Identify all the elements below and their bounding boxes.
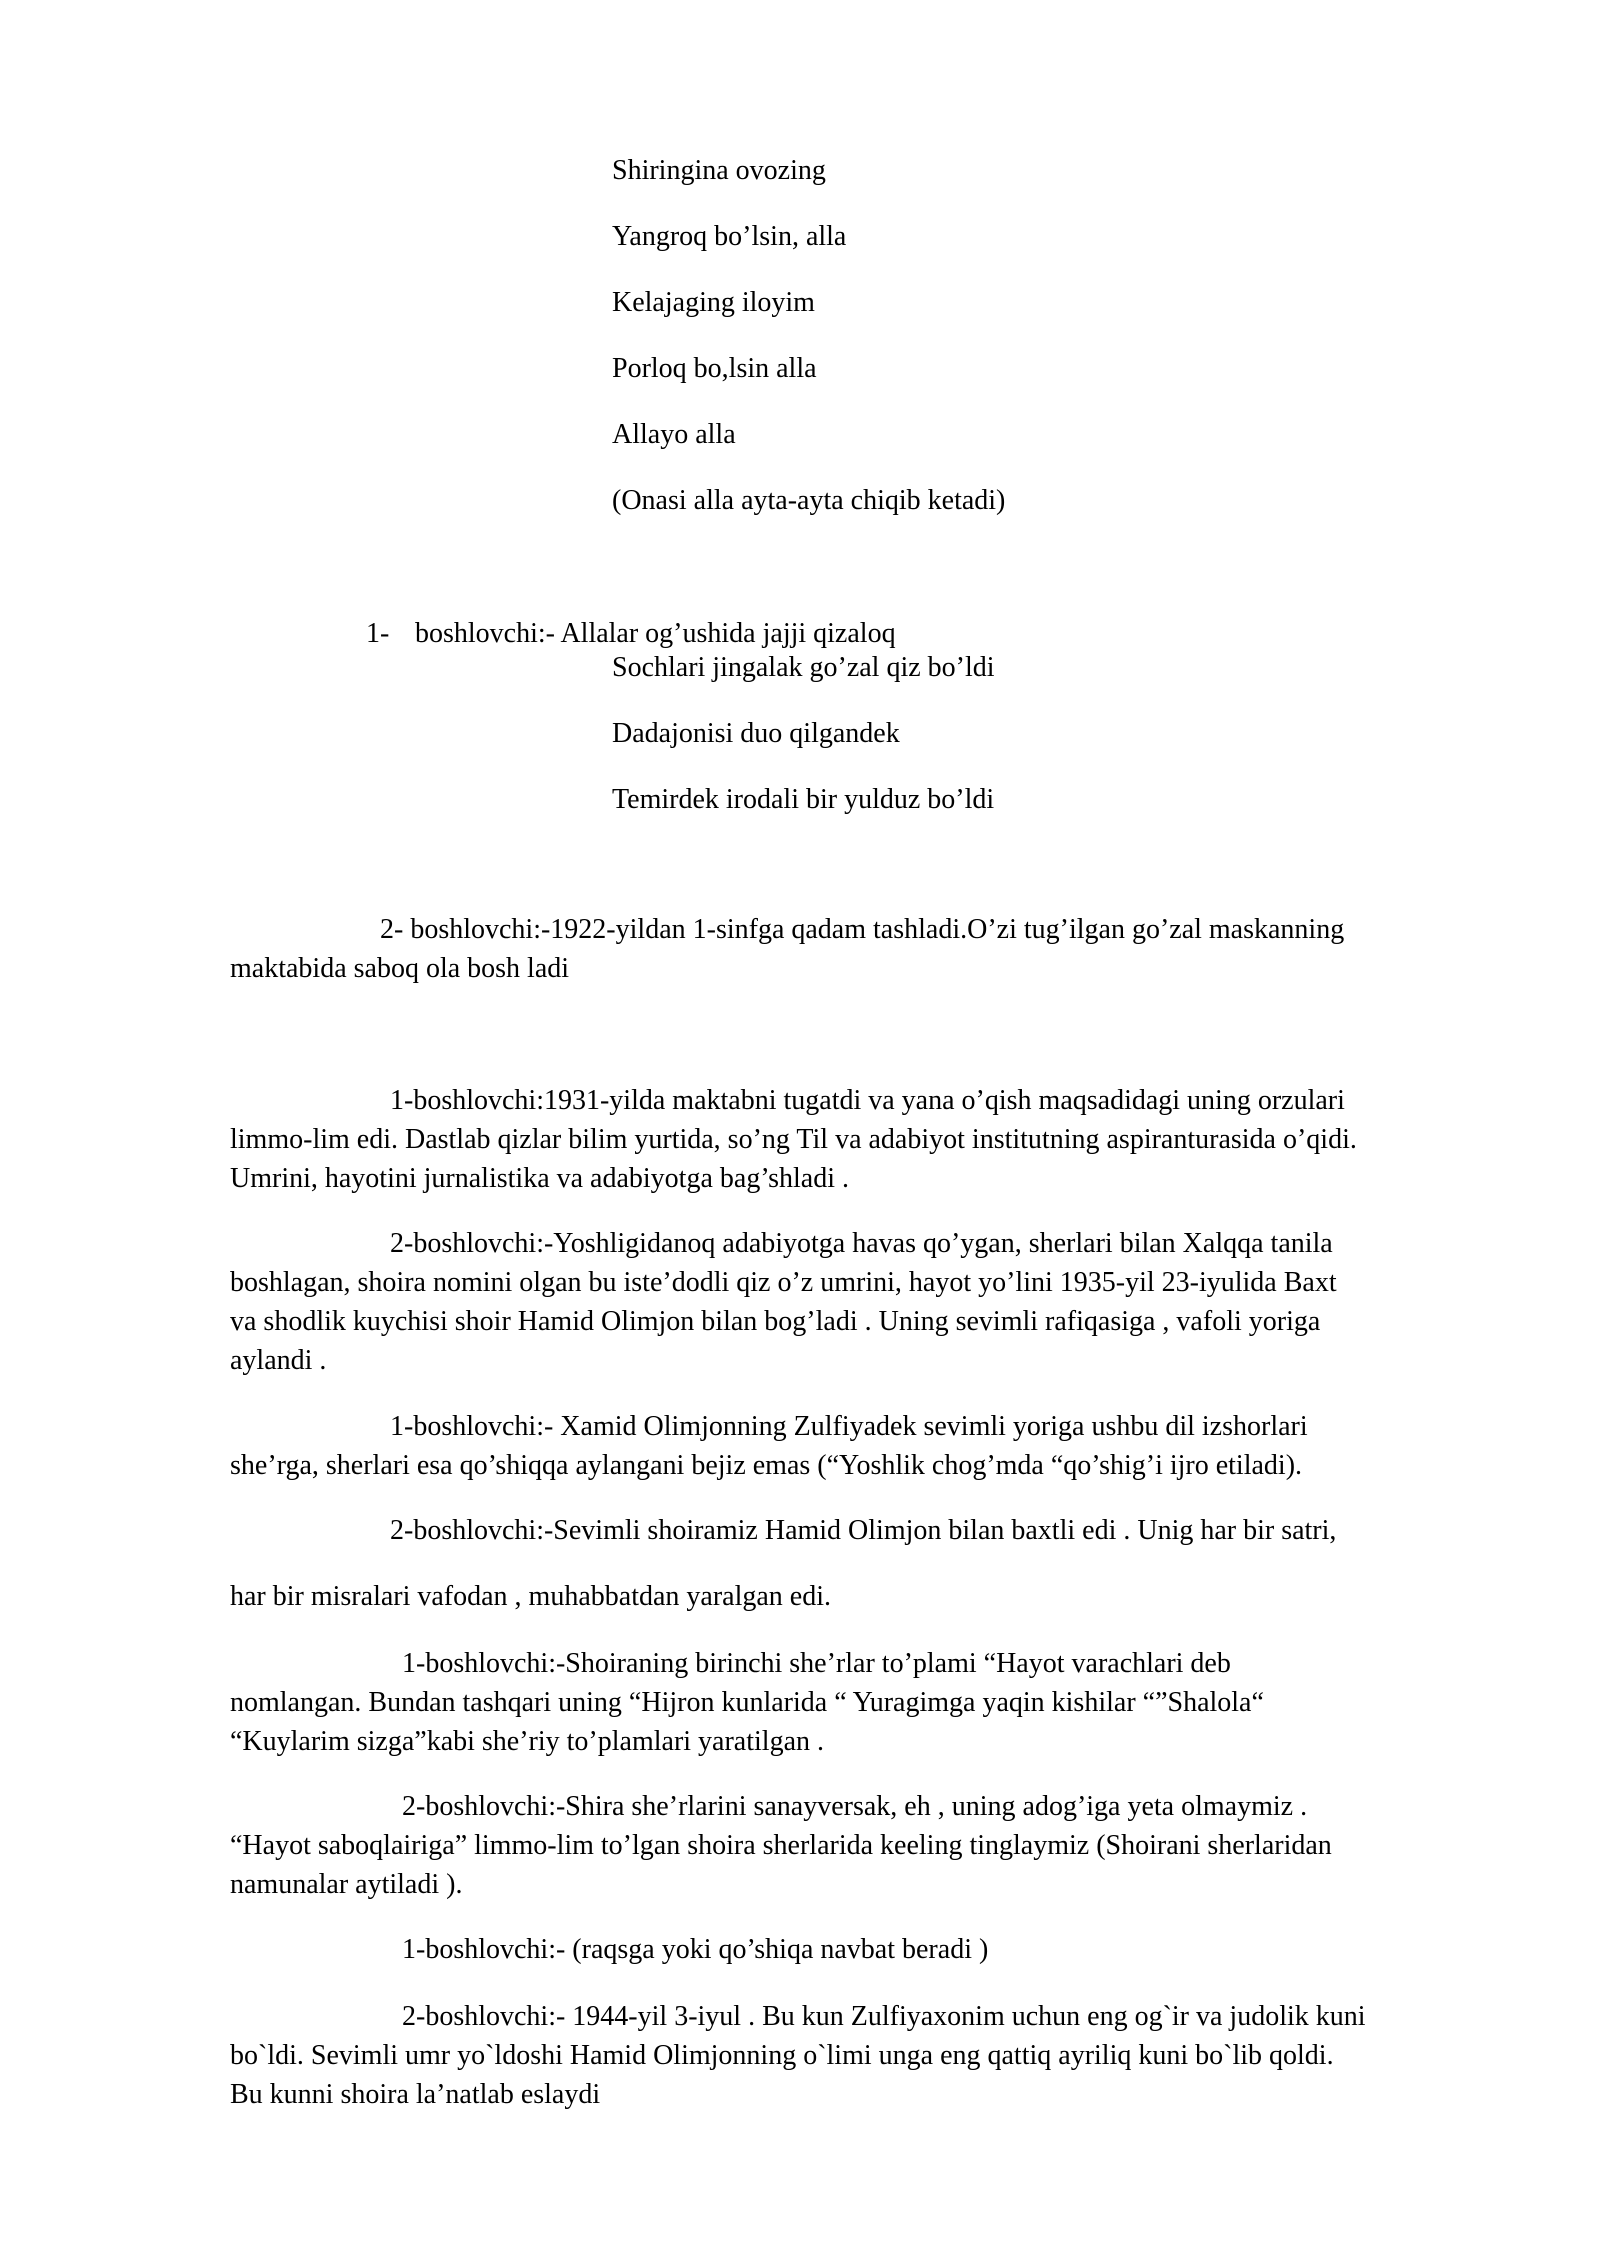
paragraph: [230, 1997, 1430, 2114]
stage-direction: (Onasi alla ayta-ayta chiqib ketadi): [612, 485, 1006, 516]
poem-line: Shiringina ovozing: [612, 155, 826, 186]
paragraph-line: Umrini, hayotini jurnalistika va adabiyotga bag’shladi .: [230, 1163, 849, 1194]
poem-line: Yangroq bo’lsin, alla: [612, 221, 847, 252]
paragraph: [230, 1644, 1430, 1761]
paragraph-line: boshlagan, shoira nomini olgan bu iste’dodli qiz o’z umrini, hayot yo’lini 1935-yil 23-iyulida Baxt: [230, 1267, 1337, 1298]
paragraph-line: Bu kunni shoira la’natlab eslaydi: [230, 2079, 601, 2110]
paragraph-lead: 2-boshlovchi:- 1944-yil 3-iyul . Bu kun Zulfiyaxonim uchun eng og`ir va judolik kuni: [402, 2001, 1366, 2032]
paragraph-line: aylandi .: [230, 1345, 327, 1376]
poem-line: Allayo alla: [612, 419, 736, 450]
paragraph-lead: 2- boshlovchi:-1922-yildan 1-sinfga qadam tashladi.O’zi tug’ilgan go’zal maskanning: [380, 914, 1345, 945]
poem-line: Kelajaging iloyim: [612, 287, 815, 318]
paragraph: [230, 1224, 1430, 1380]
paragraph-lead: 1-boshlovchi:1931-yilda maktabni tugatdi va yana o’qish maqsadidagi uning orzulari: [390, 1085, 1345, 1116]
paragraph-line: va shodlik kuychisi shoir Hamid Olimjon bilan bog’ladi . Uning sevimli rafiqasiga , vafoli yoriga: [230, 1306, 1321, 1337]
paragraph-lead: 1-boshlovchi:-Shoiraning birinchi she’rlar to’plami “Hayot varachlari deb: [402, 1648, 1231, 1679]
paragraph: [230, 1081, 1430, 1198]
paragraph-line: bo`ldi. Sevimli umr yo`ldoshi Hamid Olimjonning o`limi unga eng qattiq ayriliq kuni bo`lib qoldi.: [230, 2040, 1334, 2071]
paragraph: [230, 1511, 1430, 1550]
paragraph-line: “Kuylarim sizga”kabi she’riy to’plamlari yaratilgan .: [230, 1726, 825, 1757]
poem-line: Sochlari jingalak go’zal qiz bo’ldi: [612, 652, 995, 683]
poem-line: Temirdek irodali bir yulduz bo’ldi: [612, 784, 995, 815]
paragraph: [230, 1407, 1430, 1485]
paragraph: [230, 1787, 1430, 1904]
paragraph-line: “Hayot saboqlairiga” limmo-lim to’lgan shoira sherlarida keeling tinglaymiz (Shoirani sherlaridan: [230, 1830, 1332, 1861]
poem-line: Dadajonisi duo qilgandek: [612, 718, 900, 749]
paragraph-line: limmo-lim edi. Dastlab qizlar bilim yurtida, so’ng Til va adabiyot institutning aspiranturasida o’qidi.: [230, 1124, 1357, 1155]
paragraph: [230, 1577, 1430, 1616]
paragraph-line: har bir misralari vafodan , muhabbatdan yaralgan edi.: [230, 1581, 831, 1612]
paragraph: [230, 1930, 1430, 1969]
paragraph-lead: 1-boshlovchi:- (raqsga yoki qo’shiqa navbat beradi ): [402, 1934, 989, 1965]
list-number: 1-: [366, 618, 390, 649]
paragraph-lead: 2-boshlovchi:-Shira she’rlarini sanayversak, eh , uning adog’iga yeta olmaymiz .: [402, 1791, 1308, 1822]
paragraph-line: maktabida saboq ola bosh ladi: [230, 953, 570, 984]
paragraph-line: she’rga, sherlari esa qo’shiqqa aylangani bejiz emas (“Yoshlik chog’mda “qo’shig’i ijro etiladi).: [230, 1450, 1303, 1481]
paragraph-line: nomlangan. Bundan tashqari uning “Hijron kunlarida “ Yuragimga yaqin kishilar “”Shalola“: [230, 1687, 1264, 1718]
paragraph-lead: 1-boshlovchi:- Xamid Olimjonning Zulfiyadek sevimli yoriga ushbu dil izshorlari: [390, 1411, 1308, 1442]
poem-line: Porloq bo,lsin alla: [612, 353, 817, 384]
paragraph-lead: 2-boshlovchi:-Yoshligidanoq adabiyotga havas qo’ygan, sherlari bilan Xalqqa tanila: [390, 1228, 1333, 1259]
paragraph-lead: 2-boshlovchi:-Sevimli shoiramiz Hamid Olimjon bilan baxtli edi . Unig har bir satri,: [390, 1515, 1337, 1546]
paragraph: [230, 910, 1430, 988]
stanza-first-line: boshlovchi:- Allalar og’ushida jajji qizaloq: [415, 618, 896, 649]
paragraph-line: namunalar aytiladi ).: [230, 1869, 463, 1900]
